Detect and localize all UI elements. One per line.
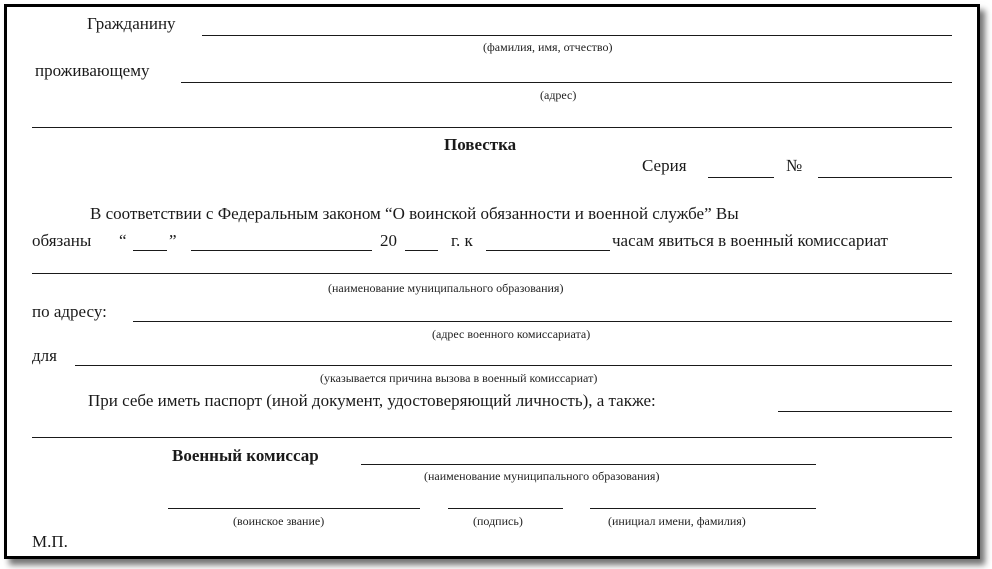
signature-caption: (подпись) — [473, 514, 523, 528]
day-line — [133, 250, 167, 251]
municipality-caption: (наименование муниципального образования) — [328, 281, 564, 295]
recipient-label: Гражданину — [87, 14, 176, 33]
residing-address-line — [181, 82, 952, 83]
residing-address-caption: (адрес) — [540, 88, 577, 102]
number-line — [818, 177, 952, 178]
for-label: для — [32, 346, 57, 365]
rank-caption: (воинское звание) — [233, 514, 325, 528]
year-line — [405, 250, 438, 251]
recipient-name-caption: (фамилия, имя, отчество) — [483, 40, 613, 54]
commissariat-address-line — [133, 321, 952, 322]
reason-caption: (указывается причина вызова в военный комиссариат) — [320, 371, 598, 385]
summons-title: Повестка — [444, 135, 517, 154]
law-text: В соответствии с Федеральным законом “О воинской обязанности и военной службе” Вы — [90, 204, 739, 223]
municipality-line — [32, 273, 952, 274]
reason-line — [75, 365, 952, 366]
year-prefix: 20 — [380, 231, 397, 250]
rank-line — [168, 508, 420, 509]
series-line — [708, 177, 774, 178]
commissar-municipality-caption: (наименование муниципального образования) — [424, 469, 660, 483]
stamp-label: М.П. — [32, 532, 68, 551]
initials-caption: (инициал имени, фамилия) — [608, 514, 746, 528]
initials-line — [590, 508, 816, 509]
obliged-label: обязаны — [32, 231, 92, 250]
commissariat-address-caption: (адрес военного комиссариата) — [432, 327, 591, 341]
quote-close: ” — [169, 231, 177, 250]
commissar-label: Военный комиссар — [172, 446, 319, 465]
year-suffix: г. к — [451, 231, 473, 250]
divider-2 — [32, 437, 952, 438]
additional-docs-line — [778, 411, 952, 412]
residing-label: проживающему — [35, 61, 150, 80]
hours-text: часам явиться в военный комиссариат — [612, 231, 888, 250]
signature-line — [448, 508, 563, 509]
address-label: по адресу: — [32, 302, 107, 321]
commissar-municipality-line — [361, 464, 816, 465]
divider-1 — [32, 127, 952, 128]
hours-line — [486, 250, 610, 251]
recipient-name-line — [202, 35, 952, 36]
passport-text: При себе иметь паспорт (иной документ, удостоверяющий личность), а также: — [88, 391, 656, 410]
number-label: № — [786, 156, 803, 175]
month-line — [191, 250, 372, 251]
series-label: Серия — [642, 156, 687, 175]
quote-open: “ — [119, 231, 127, 250]
